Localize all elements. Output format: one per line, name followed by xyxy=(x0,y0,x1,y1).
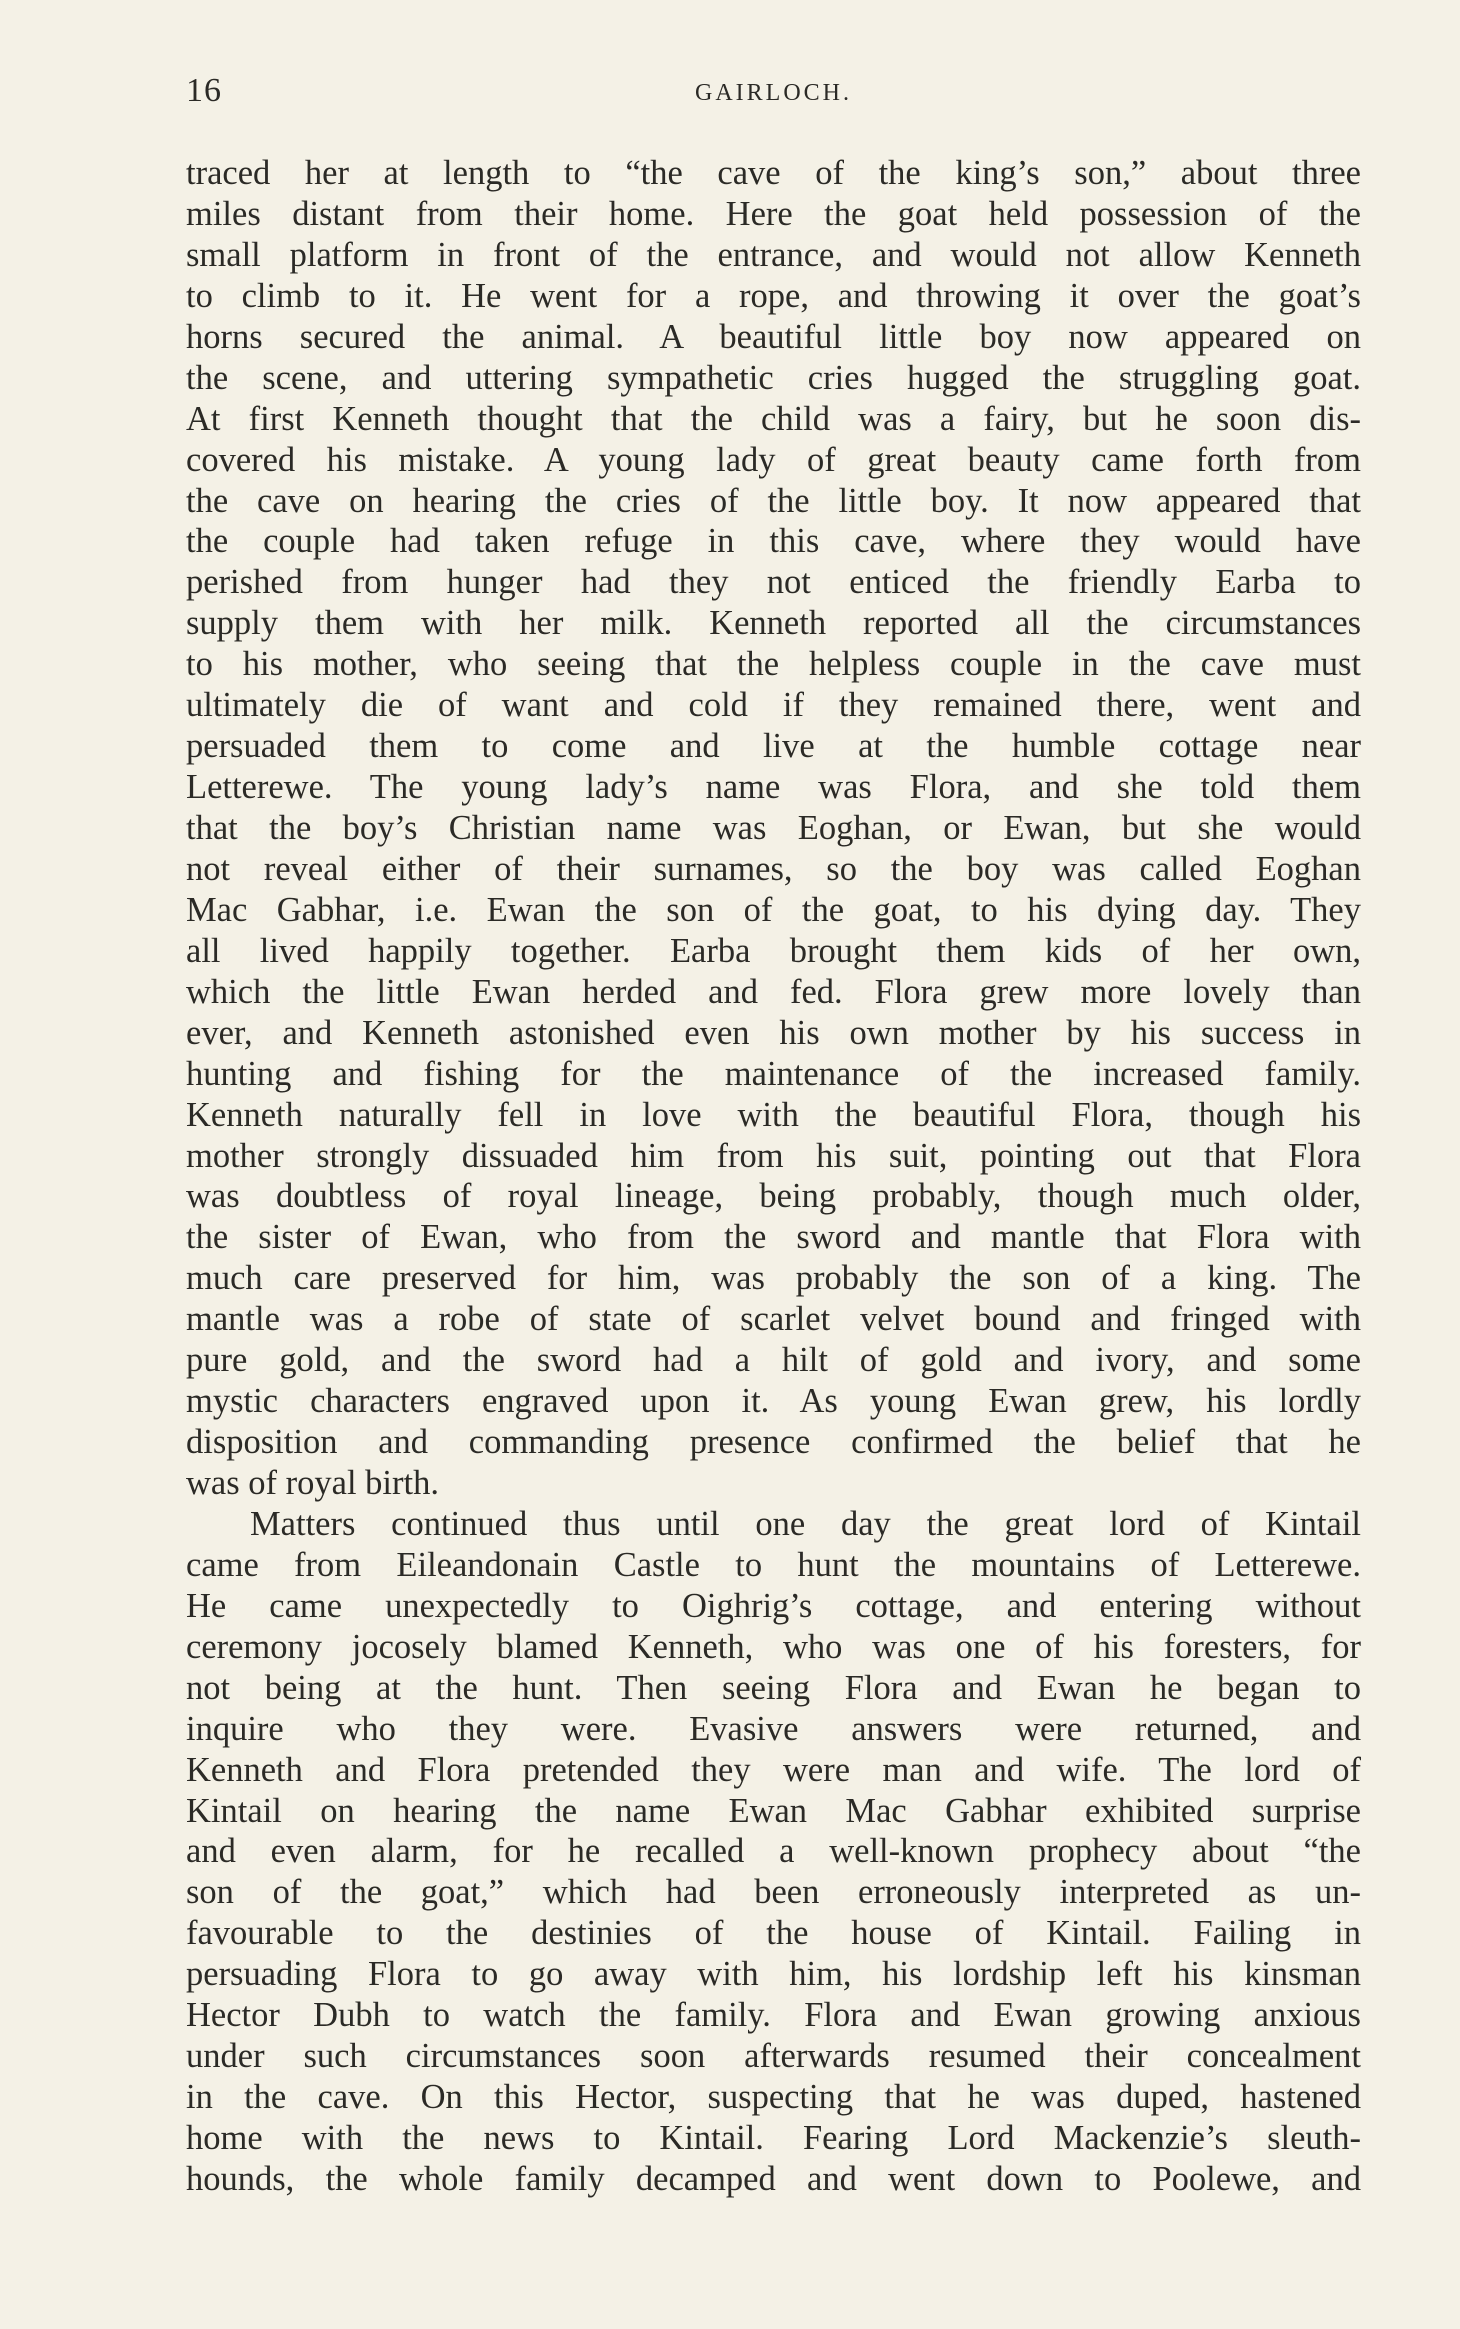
text-line: all lived happily together. Earba brought them kids of her own, xyxy=(186,931,1361,970)
running-head xyxy=(186,72,1361,122)
text-line: traced her at length to “the cave of the king’s son,” about three xyxy=(186,154,1361,192)
text-line: the sister of Ewan, who from the sword and mantle that Flora with xyxy=(186,1218,1361,1257)
text-line: under such circumstances soon afterwards resumed their concealment xyxy=(186,2037,1361,2076)
text-line: He came unexpectedly to Oighrig’s cottage, and entering without xyxy=(186,1586,1361,1625)
text-line: mantle was a robe of state of scarlet velvet bound and fringed with xyxy=(186,1300,1361,1339)
text-line: Kenneth naturally fell in love with the beautiful Flora, though his xyxy=(186,1095,1361,1134)
text-line: that the boy’s Christian name was Eoghan, or Ewan, but she would xyxy=(186,809,1361,847)
text-line: not being at the hunt. Then seeing Flora and Ewan he began to xyxy=(186,1668,1361,1707)
text-line: favourable to the destinies of the house of Kintail. Failing in xyxy=(186,1914,1361,1953)
text-line: Hector Dubh to watch the family. Flora and Ewan growing anxious xyxy=(186,1996,1361,2035)
text-line: son of the goat,” which had been erroneously interpreted as un- xyxy=(186,1873,1361,1912)
running-title: GAIRLOCH. xyxy=(695,80,852,106)
text-line: miles distant from their home. Here the goat held possession of the xyxy=(186,194,1361,233)
text-line: ever, and Kenneth astonished even his own mother by his success in xyxy=(186,1013,1361,1052)
text-line: much care preserved for him, was probably the son of a king. The xyxy=(186,1259,1361,1298)
text-line: pure gold, and the sword had a hilt of gold and ivory, and some xyxy=(186,1341,1361,1380)
text-line: the couple had taken refuge in this cave, where they would have xyxy=(186,522,1361,561)
text-line: Matters continued thus until one day the great lord of Kintail xyxy=(250,1504,1361,1543)
text-line: and even alarm, for he recalled a well-known prophecy about “the xyxy=(186,1832,1361,1871)
text-line: in the cave. On this Hector, suspecting that he was duped, hastened xyxy=(186,2078,1361,2117)
text-line: was of royal birth. xyxy=(186,1464,439,1502)
text-line: persuaded them to come and live at the humble cottage near xyxy=(186,727,1361,766)
page-number: 16 xyxy=(186,72,222,109)
text-line: ceremony jocosely blamed Kenneth, who was one of his foresters, for xyxy=(186,1627,1361,1666)
text-line: to climb to it. He went for a rope, and throwing it over the goat’s xyxy=(186,276,1361,315)
text-line: At first Kenneth thought that the child was a fairy, but he soon dis- xyxy=(186,399,1361,438)
text-line: Letterewe. The young lady’s name was Flora, and she told them xyxy=(186,768,1361,807)
text-line: persuading Flora to go away with him, his lordship left his kinsman xyxy=(186,1955,1361,1994)
text-line: mother strongly dissuaded him from his suit, pointing out that Flora xyxy=(186,1136,1361,1175)
paragraph xyxy=(186,153,1361,1504)
text-line: covered his mistake. A young lady of great beauty came forth from xyxy=(186,440,1361,479)
text-line: hunting and fishing for the maintenance of the increased family. xyxy=(186,1054,1361,1093)
text-line: mystic characters engraved upon it. As young Ewan grew, his lordly xyxy=(186,1382,1361,1421)
text-line: ultimately die of want and cold if they remained there, went and xyxy=(186,686,1361,725)
text-line: supply them with her milk. Kenneth reported all the circumstances xyxy=(186,604,1361,643)
text-line: came from Eileandonain Castle to hunt the mountains of Letterewe. xyxy=(186,1545,1361,1584)
paragraph xyxy=(186,1504,1361,2200)
text-line: the cave on hearing the cries of the little boy. It now appeared that xyxy=(186,481,1361,520)
text-line: was doubtless of royal lineage, being probably, though much older, xyxy=(186,1177,1361,1216)
text-line: Mac Gabhar, i.e. Ewan the son of the goat, to his dying day. They xyxy=(186,890,1361,929)
body-text xyxy=(186,153,1361,2200)
text-line: the scene, and uttering sympathetic cries hugged the struggling goat. xyxy=(186,358,1361,397)
text-line: to his mother, who seeing that the helpless couple in the cave must xyxy=(186,645,1361,684)
text-line: small platform in front of the entrance, and would not allow Kenneth xyxy=(186,235,1361,274)
text-line: perished from hunger had they not enticed the friendly Earba to xyxy=(186,563,1361,602)
text-line: home with the news to Kintail. Fearing Lord Mackenzie’s sleuth- xyxy=(186,2119,1361,2157)
text-line: inquire who they were. Evasive answers were returned, and xyxy=(186,1709,1361,1748)
text-line: horns secured the animal. A beautiful little boy now appeared on xyxy=(186,317,1361,356)
text-line: not reveal either of their surnames, so the boy was called Eoghan xyxy=(186,849,1361,888)
text-line: Kintail on hearing the name Ewan Mac Gabhar exhibited surprise xyxy=(186,1791,1361,1830)
text-line: Kenneth and Flora pretended they were man and wife. The lord of xyxy=(186,1750,1361,1789)
text-line: hounds, the whole family decamped and went down to Poolewe, and xyxy=(186,2159,1361,2198)
text-line: disposition and commanding presence confirmed the belief that he xyxy=(186,1423,1361,1462)
text-line: which the little Ewan herded and fed. Flora grew more lovely than xyxy=(186,972,1361,1011)
